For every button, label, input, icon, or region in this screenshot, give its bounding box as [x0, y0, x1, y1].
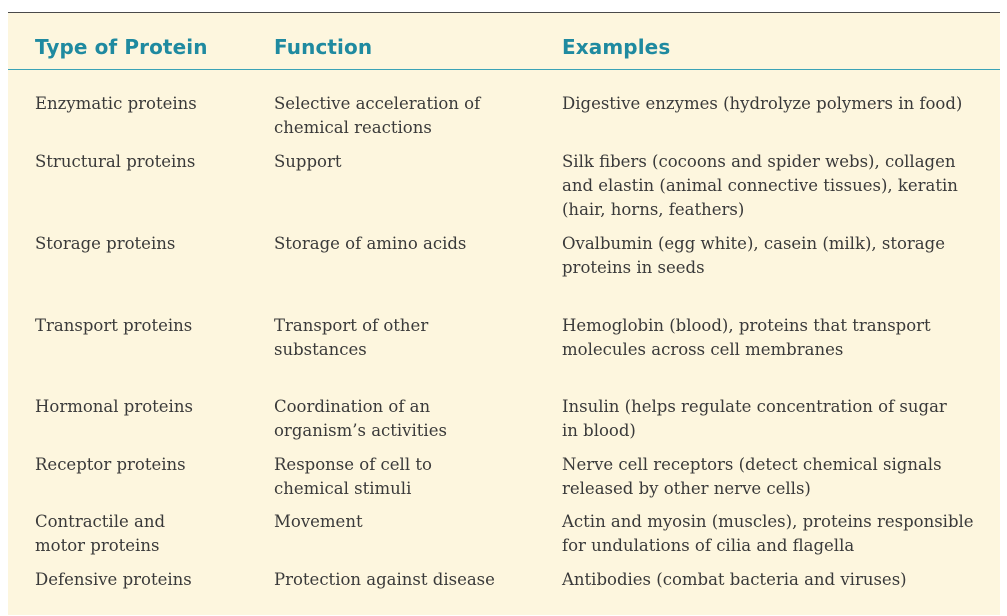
- cell-line: proteins in seeds: [562, 258, 705, 277]
- cell-line: molecules across cell membranes: [562, 340, 844, 359]
- cell-line: Enzymatic proteins: [35, 94, 197, 113]
- examples-cell: [562, 150, 958, 222]
- type-cell: [35, 92, 197, 116]
- cell-line: Hormonal proteins: [35, 397, 193, 416]
- cell-line: Coordination of an: [274, 397, 431, 416]
- function-cell: [274, 314, 428, 362]
- type-cell: [35, 395, 193, 419]
- examples-cell: [562, 395, 947, 443]
- cell-line: Silk fibers (cocoons and spider webs), collagen: [562, 152, 956, 171]
- examples-cell: [562, 232, 945, 280]
- cell-line: Nerve cell receptors (detect chemical signals: [562, 455, 942, 474]
- type-cell: [35, 568, 192, 592]
- cell-line: (hair, horns, feathers): [562, 200, 745, 219]
- cell-line: Selective acceleration of: [274, 94, 481, 113]
- function-cell: [274, 232, 466, 256]
- function-cell: [274, 150, 342, 174]
- cell-line: Receptor proteins: [35, 455, 186, 474]
- protein-table: [8, 12, 1000, 615]
- examples-cell: [562, 92, 962, 116]
- cell-line: chemical reactions: [274, 118, 432, 137]
- type-cell: [35, 453, 186, 477]
- cell-line: Storage proteins: [35, 234, 176, 253]
- header-type-of-protein: Type of Protein: [35, 35, 208, 59]
- cell-line: Hemoglobin (blood), proteins that transport: [562, 316, 931, 335]
- header-function: Function: [274, 35, 373, 59]
- cell-line: Protection against disease: [274, 570, 495, 589]
- cell-line: motor proteins: [35, 536, 160, 555]
- function-cell: [274, 453, 432, 501]
- cell-line: Digestive enzymes (hydrolyze polymers in food): [562, 94, 963, 113]
- type-cell: [35, 314, 192, 338]
- function-cell: [274, 510, 363, 534]
- header-examples: Examples: [562, 35, 671, 59]
- cell-line: Actin and myosin (muscles), proteins responsible: [562, 512, 974, 531]
- cell-line: Support: [274, 152, 342, 171]
- cell-line: Structural proteins: [35, 152, 196, 171]
- function-cell: [274, 568, 495, 592]
- cell-line: Defensive proteins: [35, 570, 192, 589]
- cell-line: Transport of other: [274, 316, 429, 335]
- type-cell: [35, 150, 195, 174]
- examples-cell: [562, 314, 931, 362]
- cell-line: Insulin (helps regulate concentration of sugar: [562, 397, 947, 416]
- cell-line: Antibodies (combat bacteria and viruses): [562, 570, 907, 589]
- cell-line: Contractile and: [35, 512, 166, 531]
- cell-line: Ovalbumin (egg white), casein (milk), storage: [562, 234, 945, 253]
- examples-cell: [562, 510, 974, 558]
- cell-line: Movement: [274, 512, 363, 531]
- function-cell: [274, 92, 480, 140]
- examples-cell: [562, 568, 907, 592]
- cell-line: substances: [274, 340, 367, 359]
- examples-cell: [562, 453, 942, 501]
- cell-line: and elastin (animal connective tissues), keratin: [562, 176, 958, 195]
- cell-line: Response of cell to: [274, 455, 432, 474]
- type-cell: [35, 232, 175, 256]
- cell-line: in blood): [562, 421, 636, 440]
- cell-line: chemical stimuli: [274, 479, 412, 498]
- cell-line: organism’s activities: [274, 421, 447, 440]
- cell-line: Transport proteins: [35, 316, 193, 335]
- cell-line: released by other nerve cells): [562, 479, 811, 498]
- function-cell: [274, 395, 447, 443]
- table-header-row: [8, 13, 1000, 70]
- type-cell: [35, 510, 165, 558]
- cell-line: Storage of amino acids: [274, 234, 467, 253]
- cell-line: for undulations of cilia and flagella: [562, 536, 855, 555]
